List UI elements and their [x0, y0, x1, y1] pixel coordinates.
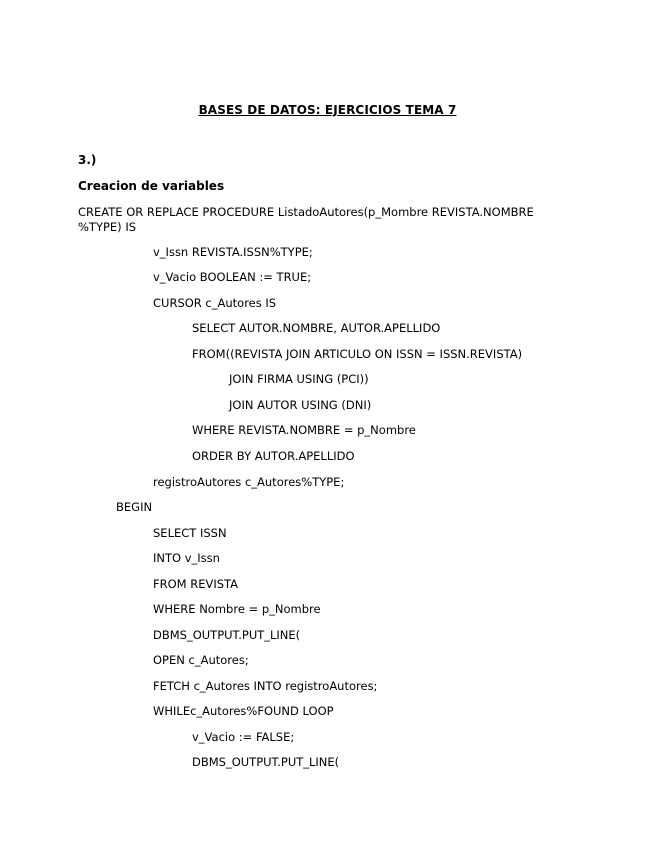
- code-line: WHILEc_Autores%FOUND LOOP: [153, 704, 334, 718]
- code-line: DBMS_OUTPUT.PUT_LINE(: [192, 755, 340, 769]
- code-line: v_Issn REVISTA.ISSN%TYPE;: [153, 245, 313, 259]
- code-line: INTO v_Issn: [153, 551, 220, 565]
- code-line: CREATE OR REPLACE PROCEDURE ListadoAutores(p_Mombre REVISTA.NOMBRE %TYPE) IS: [78, 205, 534, 234]
- code-line: v_Vacio BOOLEAN := TRUE;: [153, 270, 312, 284]
- document-title: BASES DE DATOS: EJERCICIOS TEMA 7: [198, 103, 457, 117]
- section-heading: Creacion de variables: [78, 179, 225, 193]
- code-line: JOIN FIRMA USING (PCI)): [229, 372, 369, 386]
- code-line: SELECT ISSN: [153, 526, 227, 540]
- code-line: FROM((REVISTA JOIN ARTICULO ON ISSN = ISSN.REVISTA): [192, 347, 523, 361]
- code-line: ORDER BY AUTOR.APELLIDO: [192, 449, 355, 463]
- code-line: BEGIN: [116, 500, 153, 514]
- code-line: v_Vacio := FALSE;: [192, 730, 295, 744]
- code-line: registroAutores c_Autores%TYPE;: [153, 475, 345, 489]
- code-line: FETCH c_Autores INTO registroAutores;: [153, 679, 378, 693]
- code-line: JOIN AUTOR USING (DNI): [229, 398, 372, 412]
- code-line: CURSOR c_Autores IS: [153, 296, 277, 310]
- code-line: SELECT AUTOR.NOMBRE, AUTOR.APELLIDO: [192, 321, 441, 335]
- code-line: WHERE Nombre = p_Nombre: [153, 602, 321, 616]
- code-line: OPEN c_Autores;: [153, 653, 249, 667]
- code-line: FROM REVISTA: [153, 577, 239, 591]
- code-line: DBMS_OUTPUT.PUT_LINE(: [153, 628, 301, 642]
- section-number: 3.): [78, 153, 97, 167]
- code-line: WHERE REVISTA.NOMBRE = p_Nombre: [192, 423, 416, 437]
